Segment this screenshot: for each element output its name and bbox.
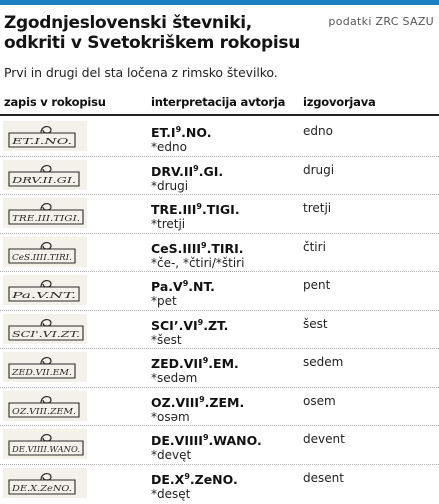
pronunciation-cell: pent — [303, 278, 331, 292]
abbreviation-text — [151, 122, 301, 140]
manuscript-snippet-image — [3, 391, 87, 421]
numeral-table — [0, 118, 439, 503]
pronunciation-cell: devent — [303, 432, 345, 446]
svg-text:ET.I.NO.: ET.I.NO. — [10, 137, 72, 147]
abbreviation-main: DE.VIIII — [151, 433, 203, 449]
abbreviation-end: .TIRI. — [206, 240, 244, 256]
table-row — [0, 311, 439, 350]
interpretation-cell — [151, 392, 301, 425]
abbreviation-text — [151, 238, 301, 256]
abbreviation-superscript: 9 — [197, 317, 204, 327]
abbreviation-text — [151, 353, 301, 371]
pronunciation-cell: šest — [303, 316, 328, 331]
table-header — [0, 92, 439, 116]
pronunciation-cell: tretji — [303, 201, 332, 215]
interpretation-cell — [151, 315, 301, 348]
manuscript-snippet-image — [3, 121, 87, 151]
reconstructed-form: *pet — [151, 294, 177, 309]
reconstructed-form: *osəm — [151, 409, 190, 424]
abbreviation-text — [151, 276, 301, 294]
abbreviation-text — [151, 430, 301, 448]
abbreviation-superscript: 9 — [199, 394, 205, 404]
pronunciation-cell: osem — [303, 393, 336, 408]
interpretation-cell — [151, 276, 301, 309]
svg-text:OZ.VIII.ZEM.: OZ.VIII.ZEM. — [12, 406, 76, 417]
manuscript-snippet-image — [3, 198, 87, 228]
interpretation-cell — [151, 122, 301, 155]
interpretation-cell — [151, 430, 301, 463]
table-row — [0, 118, 439, 157]
interpretation-cell — [151, 469, 301, 502]
interpretation-cell — [151, 161, 301, 194]
abbreviation-end: .EM. — [208, 356, 239, 372]
abbreviation-end: .NT. — [188, 279, 215, 295]
abbreviation-end: .ZEM. — [204, 394, 245, 410]
manuscript-snippet-image — [3, 314, 87, 344]
pronunciation-cell: edno — [303, 124, 333, 138]
abbreviation-end: .NO. — [181, 125, 212, 141]
abbreviation-end: .WANO. — [208, 433, 262, 449]
source-credit: podatki ZRC SAZU — [328, 15, 434, 28]
abbreviation-main: DE.X — [151, 471, 185, 487]
interpretation-cell — [151, 353, 301, 386]
accent-top-bar — [0, 0, 439, 5]
abbreviation-main: Pa.V — [151, 279, 183, 295]
abbreviation-text — [151, 392, 301, 410]
abbreviation-main: DRV.II — [151, 163, 194, 179]
abbreviation-superscript: 9 — [202, 433, 209, 442]
manuscript-snippet-image — [3, 275, 87, 305]
manuscript-snippet-image — [3, 468, 87, 498]
reconstructed-form: *šest — [151, 332, 182, 347]
svg-text:SCI'.VI.ZT.: SCI'.VI.ZT. — [12, 329, 80, 340]
abbreviation-main: ET.I — [151, 125, 176, 141]
manuscript-snippet-image — [3, 352, 87, 382]
title-line-2: odkriti v Svetokriškem rokopisu — [4, 33, 301, 53]
abbreviation-main: TRE.III — [151, 202, 197, 218]
column-header-pronunciation: izgovorjava — [303, 95, 376, 109]
interpretation-cell — [151, 199, 301, 232]
table-row — [0, 349, 439, 388]
manuscript-snippet-image — [3, 429, 87, 459]
reconstructed-form: *sedəm — [151, 371, 198, 386]
subtitle: Prvi in drugi del sta ločena z rimsko številko. — [4, 65, 278, 80]
pronunciation-cell: sedem — [303, 355, 344, 369]
abbreviation-end: .GI. — [198, 163, 224, 179]
abbreviation-main: OZ.VIII — [151, 394, 200, 410]
abbreviation-superscript: 9 — [182, 279, 189, 288]
abbreviation-superscript: 9 — [196, 202, 202, 211]
reconstructed-form: *tretji — [151, 217, 186, 232]
column-header-interpretation: interpretacija avtorja — [151, 95, 286, 109]
page-title — [4, 13, 324, 53]
abbreviation-text — [151, 469, 301, 487]
table-row — [0, 234, 439, 273]
pronunciation-cell: desent — [303, 470, 344, 485]
table-row — [0, 388, 439, 427]
abbreviation-end: .ZT. — [203, 317, 229, 333]
abbreviation-superscript: 9 — [202, 356, 209, 365]
svg-text:Pa.V.NT.: Pa.V.NT. — [10, 291, 77, 301]
table-row — [0, 157, 439, 196]
table-row — [0, 272, 439, 311]
table-row — [0, 465, 439, 504]
abbreviation-main: CeS.IIII — [151, 240, 202, 256]
manuscript-snippet-image — [3, 160, 87, 190]
table-row — [0, 426, 439, 465]
svg-text:CeS.IIII.TIRI.: CeS.IIII.TIRI. — [12, 252, 72, 263]
abbreviation-main: ZED.VII — [151, 356, 203, 372]
abbreviation-superscript: 9 — [201, 240, 207, 250]
column-header-manuscript: zapis v rokopisu — [4, 95, 106, 109]
svg-text:TRE.III.TIGI.: TRE.III.TIGI. — [12, 214, 80, 224]
abbreviation-superscript: 9 — [175, 125, 182, 134]
abbreviation-end: .TIGI. — [201, 202, 240, 218]
reconstructed-form: *devęt — [151, 448, 192, 463]
title-line-1: Zgodnjeslovenski števniki, — [4, 13, 252, 33]
reconstructed-form: *desęt — [151, 486, 191, 501]
svg-text:ZED.VII.EM.: ZED.VII.EM. — [10, 368, 72, 378]
abbreviation-end: .ZeNO. — [189, 471, 238, 487]
reconstructed-form: *edno — [151, 140, 187, 155]
interpretation-cell — [151, 238, 301, 271]
manuscript-snippet-image — [3, 237, 87, 267]
abbreviation-main: SCI’.VI — [151, 317, 198, 333]
abbreviation-superscript: 9 — [193, 163, 199, 173]
pronunciation-cell: čtiri — [303, 239, 326, 254]
svg-text:DRV.II.GI.: DRV.II.GI. — [10, 175, 77, 186]
abbreviation-text — [151, 199, 301, 217]
abbreviation-superscript: 9 — [184, 471, 190, 481]
abbreviation-text — [151, 161, 301, 179]
reconstructed-form: *drugi — [151, 178, 189, 193]
svg-text:DE.VIIII.WANO.: DE.VIIII.WANO. — [11, 445, 81, 455]
pronunciation-cell: drugi — [303, 162, 335, 177]
table-row — [0, 195, 439, 234]
reconstructed-form: *če-, *čtiri/*štiri — [151, 255, 245, 270]
abbreviation-text — [151, 315, 301, 333]
svg-text:DE.X.ZeNO.: DE.X.ZeNO. — [10, 483, 72, 494]
